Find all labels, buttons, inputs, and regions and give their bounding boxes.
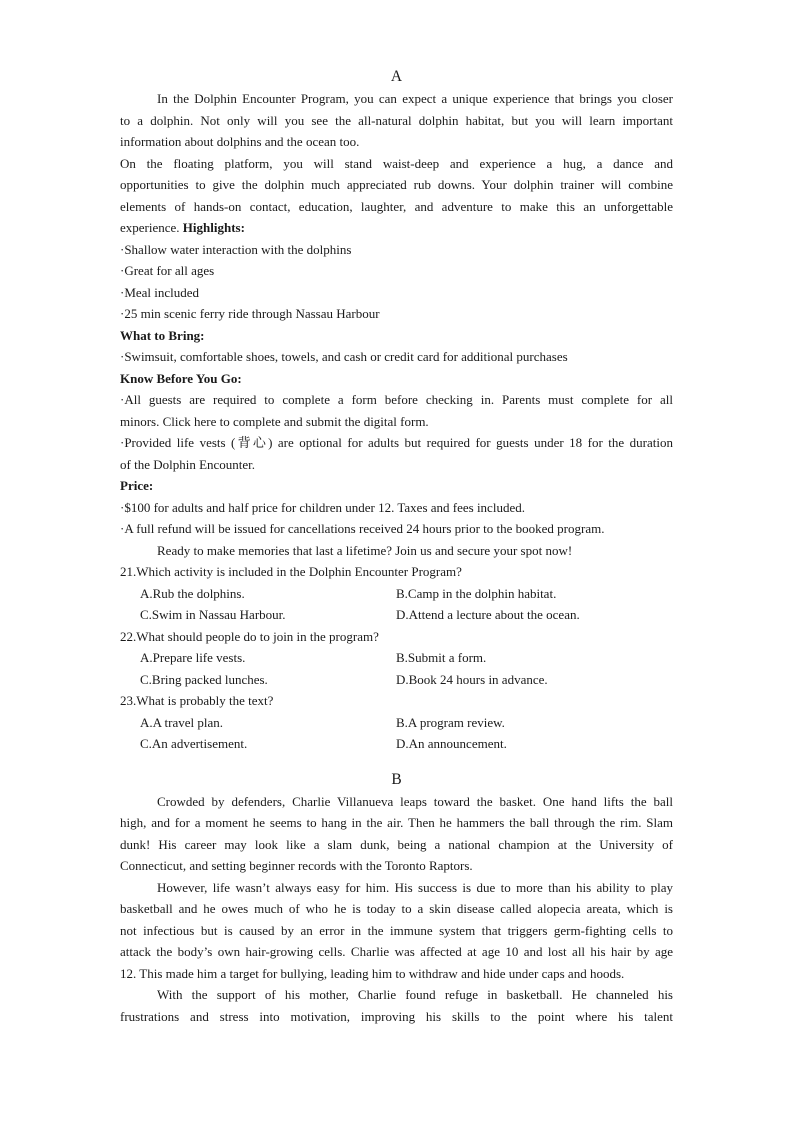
highlight-item: ·Great for all ages [120,263,215,278]
passage-b-p1-line-3: dunk! His career may look like a slam dunk, being a national champion at the University of [120,836,673,852]
price-item: ·A full refund will be issued for cancellations received 24 hours prior to the booked program. [120,521,605,536]
passage-b-p2-line-5: 12. This made him a target for bullying, leading him to withdraw and hide under caps and hoods. [120,965,625,981]
passage-b-p1-line-4: Connecticut, and setting beginner records with the Toronto Raptors. [120,858,473,873]
highlight-item: ·25 min scenic ferry ride through Nassau Harbour [120,306,380,321]
option-a: A.Prepare life vests. [140,650,246,665]
passage-a-p2-line-2: opportunities to give the dolphin much appreciated rub downs. Your dolphin trainer will combine [120,177,673,192]
passage-b-p1-line-1: Crowded by defenders, Charlie Villanueva leaps toward the basket. One hand lifts the ball [157,793,673,809]
passage-b-p1-line-2: high, and for a moment he seems to hang in the air. Then he hammers the ball through the rim. Slam [120,815,673,830]
question-21-options-row-1 [120,583,673,605]
option-d: D.An announcement. [396,736,507,751]
passage-a-p2-line-3: elements of hands-on contact, education, laughter, and adventure to make this an unforgettable [120,198,673,214]
know-label: Know Before You Go: [120,370,242,386]
know-item-2-line-1: ·Provided life vests (背心) are optional for adults but required for guests under 18 for the duration [120,435,673,450]
passage-b-p3-line-1: With the support of his mother, Charlie found refuge in basketball. He channeled his [157,987,673,1002]
passage-b-p3-line-2: frustrations and stress into motivation, improving his skills to the point where his talent [120,1008,673,1024]
option-d: D.Attend a lecture about the ocean. [396,607,580,622]
know-item-2-line-2: of the Dolphin Encounter. [120,456,256,472]
highlights-label: Highlights: [182,220,245,235]
passage-b-p2-line-4: attack the body’s own hair-growing cells. Charlie was affected at age 10 and lost all his hair by age [120,944,673,959]
passage-b-p2-line-1: However, life wasn’t always easy for him. His success is due to more than his ability to play [157,879,673,895]
question-22-options-row-1 [120,647,673,669]
option-a: A.A travel plan. [140,714,224,730]
price-item: ·$100 for adults and half price for children under 12. Taxes and fees included. [120,499,525,515]
highlight-item: ·Meal included [120,284,200,300]
question-21-options-row-2 [120,604,673,626]
question-23-options-row-2 [120,733,673,755]
question-21-stem: 21.Which activity is included in the Dolphin Encounter Program? [120,564,462,579]
passage-a-heading: A [390,68,403,85]
bring-item: ·Swimsuit, comfortable shoes, towels, and cash or credit card for additional purchases [120,349,568,364]
passage-b-p2-line-2: basketball and he owes much of who he is today to a skin disease called alopecia areata, which is [120,901,673,916]
option-c: C.Bring packed lunches. [140,671,268,687]
passage-a-p2-line-4 [120,217,673,239]
know-item-1-line-2: minors. Click here to complete and submit the digital form. [120,413,429,429]
bring-label: What to Bring: [120,327,205,343]
passage-a-p2-line-1: On the floating platform, you will stand waist-deep and experience a hug, a dance and [120,155,673,171]
passage-a-p2-last: experience. [120,220,180,235]
price-label: Price: [120,478,154,493]
closing-line: Ready to make memories that last a lifetime? Join us and secure your spot now! [157,542,573,558]
question-23-options-row-1 [120,712,673,734]
option-b: B.Submit a form. [396,650,487,665]
question-23-stem: 23.What is probably the text? [120,693,274,708]
passage-b-p2-line-3: not infectious but is caused by an error in the immune system that triggers germ-fighting cells to [120,922,673,938]
page-content [120,66,673,1027]
passage-a-p1-line-3: information about dolphins and the ocean too. [120,134,360,149]
know-item-1-line-1: ·All guests are required to complete a form before checking in. Parents must complete for all [120,392,673,407]
option-c: C.Swim in Nassau Harbour. [140,607,286,622]
highlight-item: ·Shallow water interaction with the dolphins [120,241,352,257]
option-d: D.Book 24 hours in advance. [396,671,548,687]
question-22-stem: 22.What should people do to join in the program? [120,628,379,644]
option-b: B.Camp in the dolphin habitat. [396,585,557,601]
option-b: B.A program review. [396,714,505,730]
passage-b-heading: B [391,770,402,788]
passage-a-p1-line-1: In the Dolphin Encounter Program, you can expect a unique experience that brings you closer [157,91,673,106]
option-c: C.An advertisement. [140,736,248,751]
option-a: A.Rub the dolphins. [140,585,245,601]
section-gap [120,755,673,769]
question-22-options-row-2 [120,669,673,691]
passage-a-p1-line-2: to a dolphin. Not only will you see the all-natural dolphin habitat, but you will learn important [120,112,673,128]
